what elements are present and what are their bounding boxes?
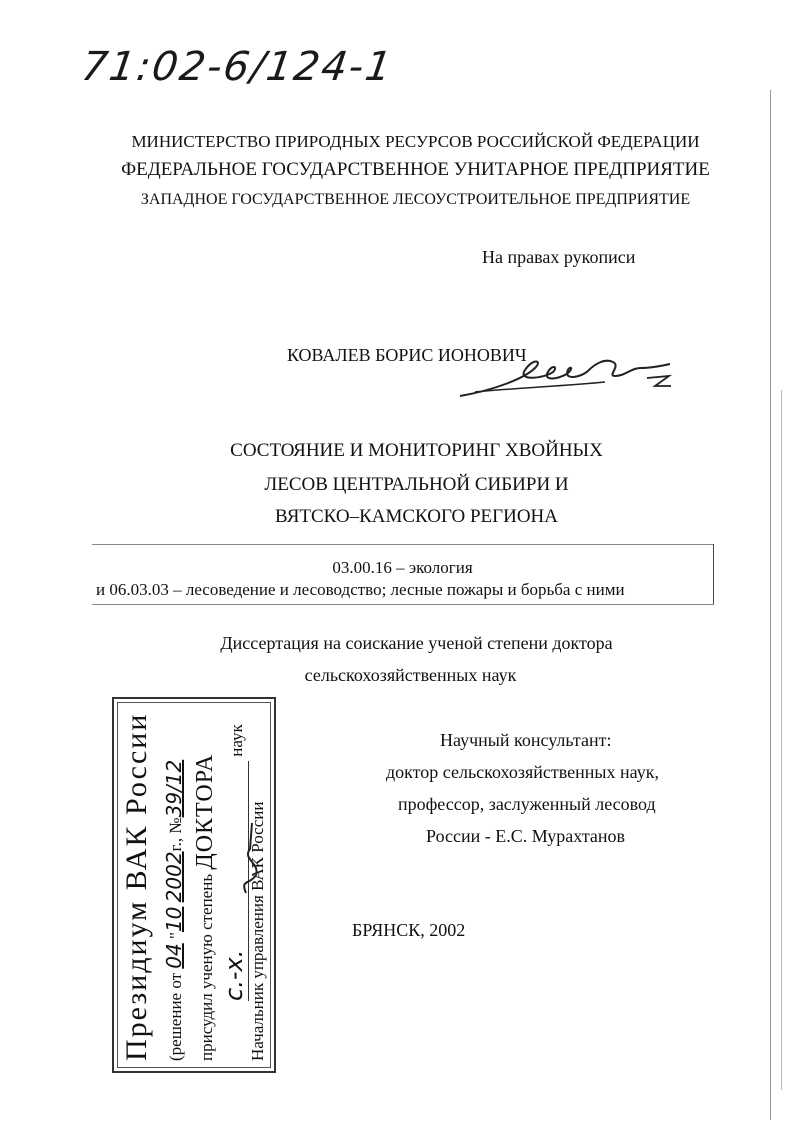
place-year: БРЯНСК, 2002 [352,920,466,940]
title-line-2: ЛЕСОВ ЦЕНТРАЛЬНОЙ СИБИРИ И [264,474,569,495]
vak-stamp-degree [192,754,219,1061]
archive-code: 71:02-6/124-1 [78,44,397,90]
vak-stamp-field-suffix: наук [227,724,246,757]
dissertation-line-1: Диссертация на соискание ученой степени доктора [220,633,613,653]
vak-stamp-degree-value: ДОКТОРА [192,753,218,870]
specialty-line-1: 03.00.16 – экология [332,558,473,577]
vak-stamp [112,697,276,1073]
vak-stamp-decision [162,760,186,1061]
manuscript-rights: На правах рукописи [482,247,636,267]
dissertation-line-2: сельскохозяйственных наук [304,665,517,685]
specialty-box-bottom [92,604,714,605]
ministry-line: МИНИСТЕРСТВО ПРИРОДНЫХ РЕСУРСОВ РОССИЙСКОЙ ФЕДЕРАЦИИ [131,132,700,151]
vak-stamp-field-value: с.-х. [220,761,249,1001]
title-line-3: ВЯТСКО–КАМСКОГО РЕГИОНА [274,506,558,527]
consultant-label: Научный консультант: [440,730,612,750]
consultant-title: профессор, заслуженный лесовод [398,794,656,814]
consultant-degree: доктор сельскохозяйственных наук, [386,762,659,782]
vak-stamp-signature [232,819,268,899]
title-line-1: СОСТОЯНИЕ И МОНИТОРИНГ ХВОЙНЫХ [230,440,603,461]
consultant-name: России - Е.С. Мурахтанов [426,826,626,846]
vak-stamp-decision-year: 2002 [162,851,186,903]
vak-stamp-decision-month: 10 [162,906,186,933]
specialty-box-top [92,544,714,545]
vak-stamp-degree-prefix: присудил ученую степень [197,873,216,1061]
vak-stamp-decision-g: г., № [166,817,185,852]
vak-stamp-title: Президиум ВАК России [120,712,153,1061]
vak-stamp-decision-day: 04 [162,943,186,969]
scan-edge-line [770,90,771,1120]
author-signature [455,348,685,404]
specialty-line-2: и 06.03.03 – лесоведение и лесоводство; лесные пожары и борьба с ними [96,580,625,599]
enterprise-line: ФЕДЕРАЛЬНОЕ ГОСУДАРСТВЕННОЕ УНИТАРНОЕ ПРЕДПРИЯТИЕ [121,159,710,180]
vak-stamp-decision-quote: " [166,932,185,939]
vak-stamp-head: Начальник управления ВАК России [248,801,267,1061]
vak-stamp-decision-prefix: (решение от [166,972,185,1061]
vak-stamp-decision-number: 39/12 [162,759,186,818]
organization-line: ЗАПАДНОЕ ГОСУДАРСТВЕННОЕ ЛЕСОУСТРОИТЕЛЬНОЕ ПРЕДПРИЯТИЕ [140,191,691,208]
author-name: КОВАЛЕВ БОРИС ИОНОВИЧ [287,345,527,365]
